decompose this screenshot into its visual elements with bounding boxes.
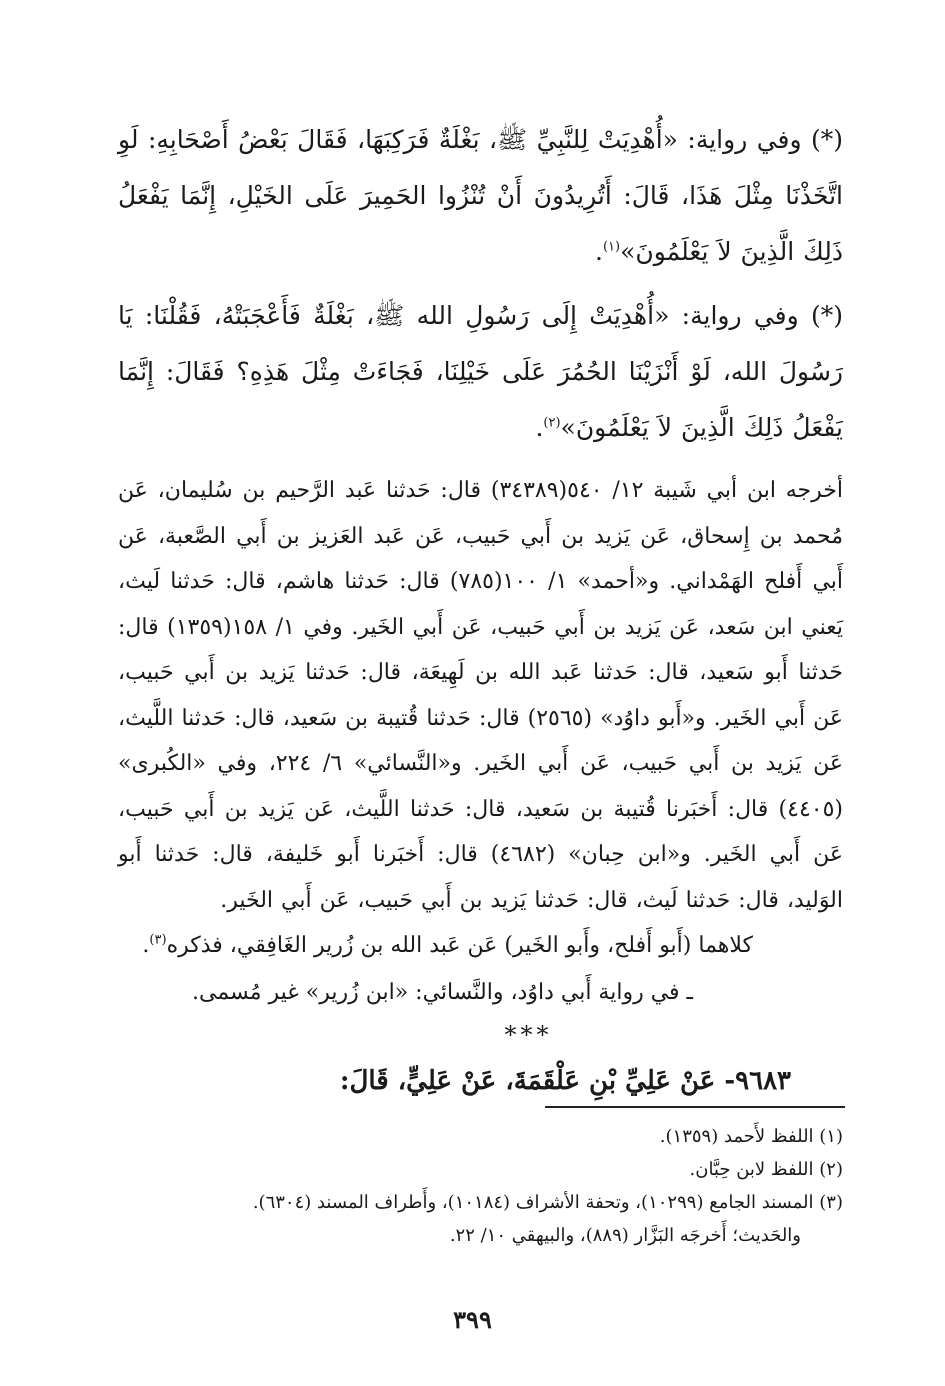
footnote-2: (٢) اللفظ لابن حِبَّان. [689,1159,843,1180]
chain-summary-tail: . [142,933,150,958]
takhrij-section [118,468,843,1015]
footnote-ref-2[interactable]: (٢) [543,415,561,431]
main-text [118,112,843,1105]
page-number: ٣٩٩ [453,1305,492,1334]
paragraph-text: (*) وفي رواية: «أُهْدِيَتْ إِلَى رَسُولِ الله ﷺ، بَغْلَةٌ فَأَعْجَبَتْهُ، فَقُلْنَا: يَا رَسُولَ الله، لَوْ أَنْزَيْنَا الحُمُرَ عَلَى خَيْلِنَا، فَجَاءَتْ مِثْلَ هَذِهِ؟ فَقَالَ: إِنَّمَا يَفْعَلُ ذَلِكَ الَّذِينَ لاَ يَعْلَمُونَ» [118,301,843,442]
footnote-3: (٣) المسند الجامع (١٠٢٩٩)، وتحفة الأشراف (١٠١٨٤)، وأَطراف المسند (٦٣٠٤). [252,1192,843,1213]
footnote-1: (١) اللفظ لأَحمد (١٣٥٩). [659,1126,843,1147]
paragraph-variant-2 [118,288,843,456]
paragraph-tail: . [535,413,544,442]
footnote-ref-3[interactable]: (٣) [149,932,167,948]
paragraph-text: (*) وفي رواية: «أُهْدِيَتْ لِلنَّبِيِّ ﷺ، بَغْلَةٌ فَرَكِبَهَا، فَقَالَ بَعْضُ أَصْحَابِهِ: لَوِ اتَّخَذْنَا مِثْلَ هَذَا، قَالَ: أَتُرِيدُونَ أَنْ تُنْزُوا الحَمِيرَ عَلَى الخَيْلِ، إِنَّمَا يَفْعَلُ ذَلِكَ الَّذِينَ لاَ يَعْلَمُونَ» [118,125,843,266]
footnotes [118,1120,843,1252]
narration-note: ـ في رواية أَبي داوُد، والنَّسائي: «ابن زُرير» غير مُسمى. [192,980,693,1005]
hadith-heading: ٩٦٨٣- عَنْ عَلِيِّ بْنِ عَلْقَمَةَ، عَنْ عَلِيٍّ، قَالَ: [339,1066,791,1096]
section-separator: *** [504,1021,553,1049]
paragraph-tail: . [594,237,603,266]
footnote-ref-1[interactable]: (١) [602,239,621,255]
chain-summary [118,923,843,968]
takhrij-paragraph: أخرجه ابن أبي شَيبة ١٢/ ٥٤٠(٣٤٣٨٩) قال: حَدثنا عَبد الرَّحيم بن سُليمان، عَن مُحمد بن إِسحاق، عَن يَزيد بن أَبي حَبيب، عَن عَبد العَزيز بن أَبي الصَّعبة، عَن أَبي أَفلح الهَمْداني. و«أحمد» ١/ ١٠٠(٧٨٥) قال: حَدثنا هاشم، قال: حَدثنا لَيث، يَعني ابن سَعد، عَن يَزيد بن أَبي حَبيب، عَن أَبي الخَير. وفي ١/ ١٥٨(١٣٥٩) قال: حَدثنا أَبو سَعيد، قال: حَدثنا عَبد الله بن لَهِيعَة، قال: حَدثنا يَزيد بن أَبي حَبيب، عَن أَبي الخَير. و«أَبو داوُد» (٢٥٦٥) قال: حَدثنا قُتيبة بن سَعيد، قال: حَدثنا اللَّيث، عَن يَزيد بن أَبي حَبيب، عَن أَبي الخَير. و«النَّسائي» ٦/ ٢٢٤، وفي «الكُبرى» (٤٤٠٥) قال: أَخبَرنا قُتيبة بن سَعيد، قال: حَدثنا اللَّيث، عَن يَزيد بن أَبي حَبيب، عَن أَبي الخَير. و«ابن حِبان» (٤٦٨٢) قال: أَخبَرنا أَبو خَليفة، قال: حَدثنا أَبو الوَليد، قال: حَدثنا لَيث، قال: حَدثنا يَزيد بن أَبي حَبيب، عَن أَبي الخَير. [118,478,844,913]
chain-summary-text: كلاهما (أَبو أَفلح، وأَبو الخَير) عَن عَبد الله بن زُرير الغَافِقي، فذكره [166,933,753,958]
paragraph-variant-1 [118,112,843,280]
footnote-divider [545,1106,845,1108]
footnote-3-continuation: والحَديث؛ أَخرجَه البَزَّار (٨٨٩)، والبيهقي ١٠/ ٢٢. [449,1225,801,1246]
